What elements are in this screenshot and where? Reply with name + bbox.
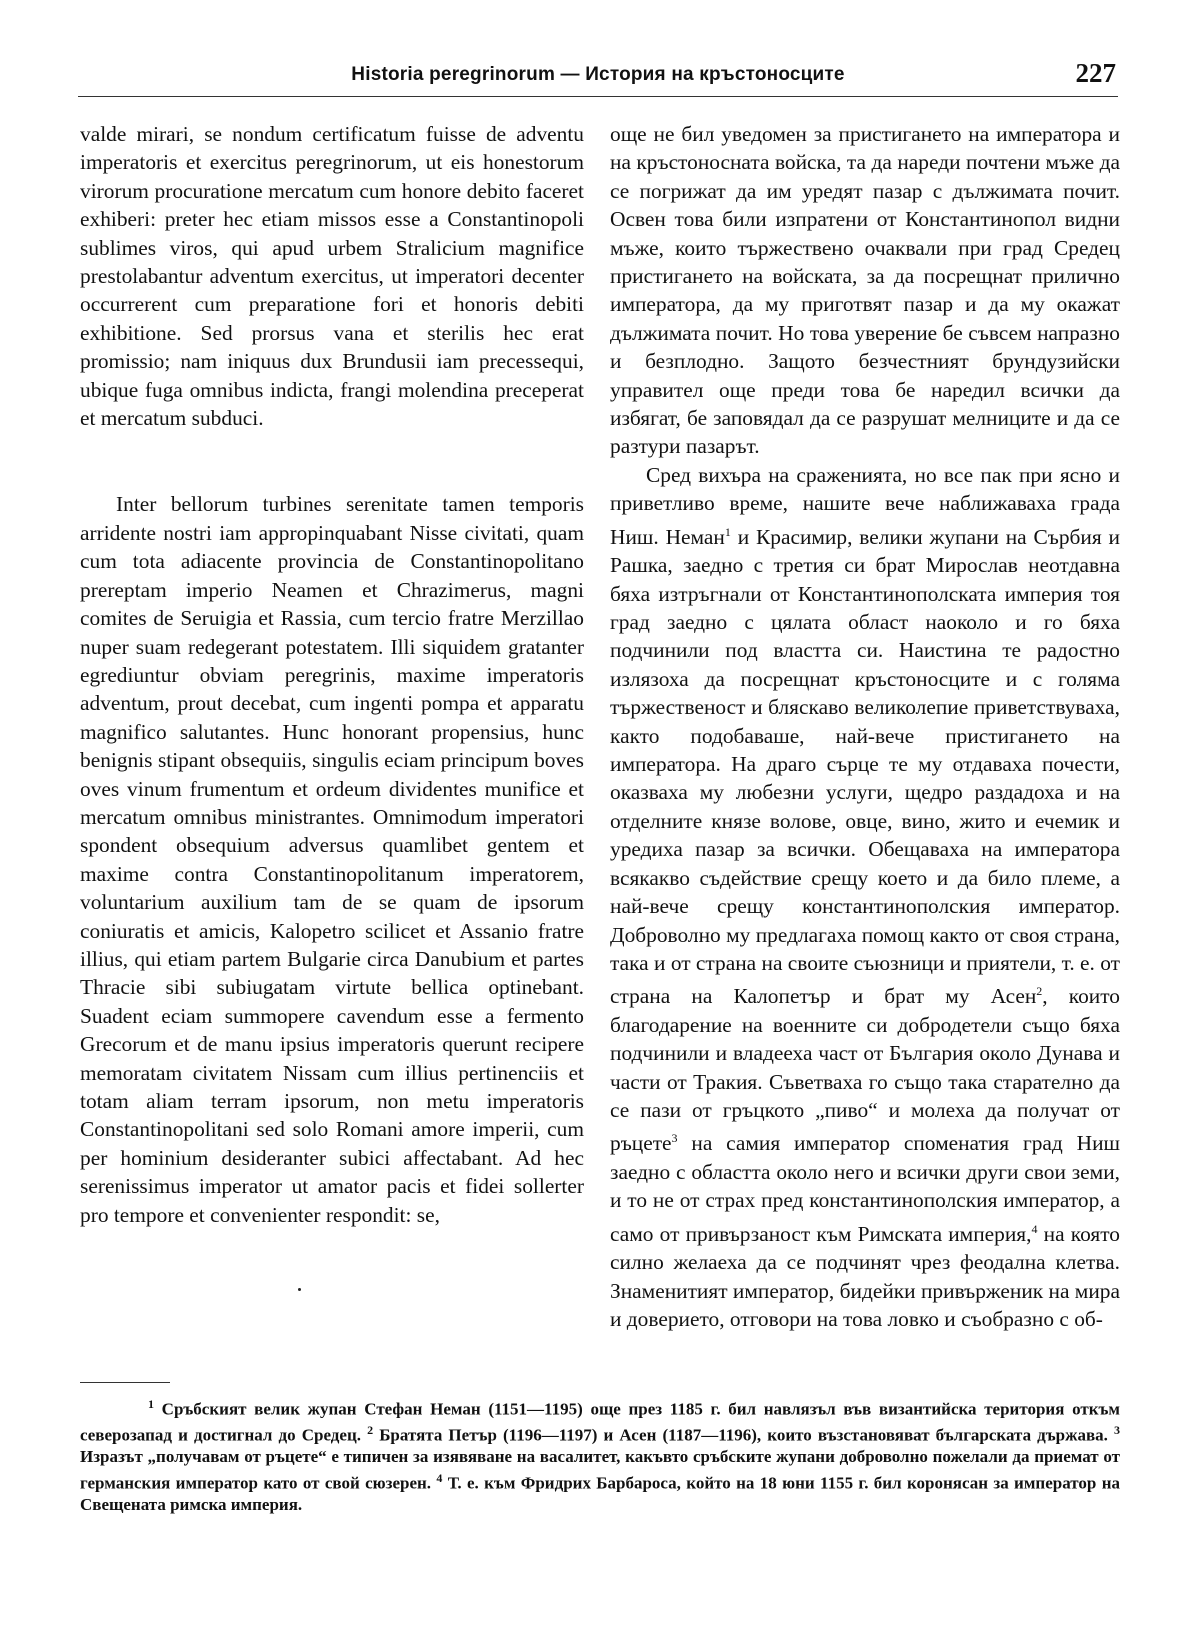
latin-paragraph-1: valde mirari, se nondum certificatum fuisse de adventu imperatoris et exercitus peregrinorum, ut eis honestorum virorum procuratione mercatum cum honore debito faceret exhiberi: preter hec etiam missos esse a Constantinopoli sublimes viros, qui apud urbem Stralicium magnifice prestolabantur adventum exercitus, ut imperatori decenter occurrerent cum preparatione fori et honoris debiti exhibitione. Sed prorsus vana et sterilis hec erat promissio; nam iniquus dux Brundusii iam precessequi, ubique fuga omnibus indicta, frangi molendina preceperat et mercatum subduci. bbox=[80, 122, 584, 431]
footnote-ref-2[interactable]: 2 bbox=[1036, 984, 1043, 999]
footnote-3: Изразът „получавам от ръцете“ е типичен за изявяване на васалитет, какъвто сръбските жупани доброволно пожелали да приемат от германския император като от свой сюзерен. bbox=[80, 1447, 1120, 1493]
latin-paragraph-2: Inter bellorum turbines serenitate tamen temporis arridente nostri iam appropinquabant Nisse civitati, quam cum tota adiacente provincia de Constantinopolitano prereptam imperio Neamen et Chrazimerus, magni comites de Seruigia et Rassia, cum tercio fratre Merzillao nuper suam redegerant potestatem. Illi siquidem gratanter egrediuntur obviam peregrinis, maxime imperatoris adventum, prout decebat, cum ingenti pompa et apparatu magnifico salutantes. Hunc honorant propensius, hunc benignis stipant obsequiis, singulis eciam principum boves oves vinum frumentum et ordeum dividentes munifice et mercatum omnibus ministrantes. Omnimodum imperatori spondent obsequium adversus quamlibet gentem et maxime contra Constantinopolitanum imperatorem, voluntarium auxilium tam de se quam de ipsorum coniuratis et amicis, Kalopetro scilicet et Assanio fratre illius, qui etiam partem Bulgarie circa Danubium et partes Thracie sibi subiugatam virtute bellica optinebant. Suadent eciam summopere cavendum esse a fermento Grecorum et de manu ipsius imperatoris querunt recipere memoratam civitatem Nissam cum illius pertinenciis et totam aliam terram ipsorum, non metu imperatoris Constantinopolitani sed solo Romani amore imperii, cum per hominium desideranter subici affectabant. Ad hec serenissimus imperator ut amator pacis et fidei sollerter pro tempore et convenienter respondit: se, bbox=[80, 492, 584, 1227]
footnote-number-1: 1 bbox=[148, 1397, 154, 1411]
footnote-divider bbox=[80, 1382, 170, 1383]
footnote-number-4: 4 bbox=[436, 1470, 443, 1485]
bulgarian-paragraph-1: още не бил уведомен за пристигането на императора и на кръстоносната войска, та да нареди почтени мъже да се погрижат да им уредят пазар с дължимата почит. Освен това били изпратени от Константинопол видни мъже, които тържествено очаквали при град Средец пристигането на войската, за да посрещнат прилично императора, да му приготвят пазар и да му окажат дължимата почит. Но това уверение бе съвсем напразно и безплодно. Защото безчестният брундузийски управител още преди това бе наредил всички да избягат, бе заповядал да се разрушат мелниците и да се разтури пазарът. bbox=[610, 122, 1120, 459]
ink-speck bbox=[298, 1288, 301, 1291]
page-header bbox=[78, 58, 1118, 97]
footnote-ref-4[interactable]: 4 bbox=[1031, 1221, 1038, 1236]
bulgarian-column bbox=[610, 120, 1120, 1334]
running-title: Historia peregrinorum — История на кръстоносците bbox=[351, 64, 845, 85]
footnotes-text bbox=[80, 1394, 1120, 1515]
footnote-4: Т. е. към Фридрих Барбароса, който на 18 юни 1155 г. бил коронясан за император на Свещената римска империя. bbox=[80, 1473, 1120, 1514]
footnote-number-3: 3 bbox=[1114, 1423, 1120, 1438]
footnote-1: Сръбският велик жупан Стефан Неман (1151—1195) още през 1185 г. бил навлязъл във византийска територия откъм северозапад и достигнал до Средец. bbox=[80, 1399, 1120, 1445]
footnote-ref-1[interactable]: 1 bbox=[724, 524, 731, 539]
page-number: 227 bbox=[1075, 58, 1116, 88]
footnote-ref-3[interactable]: 3 bbox=[671, 1131, 678, 1146]
text-run: и Красимир, велики жупани на Сърбия и Рашка, заедно с третия си брат Мирослав неотдавна бяха изтръгнали от Константинополската империя тоя град заедно с цялата област наоколо и го бяха подчинили под властта си. Наистина те радостно излязоха да посрещнат кръстоносците и с голяма тържественост и бляскаво великолепие приветствуваха, както подобаваше, най-вече пристигането на императора. На драго сърце те му отдаваха почести, оказваха му любезни услуги, щедро раздадоха и на отделните князе волове, овце, вино, жито и ечемик и уредиха пазар за всички. Обещаваха на императора всякакво съдействие срещу което и да било племе, а най-вече срещу константинополския император. Доброволно му предлагаха помощ както от своя страна, така и от страна на своите съюзници и приятели, т. е. от страна на Калопетър и брат му Асен bbox=[610, 524, 1120, 1009]
text-run: на която силно желаеха да се подчинят чрез феодална клетва. Знаменитият император, бидейки привърженик на мира и доверието, отговори на това ловко и съобразно с об- bbox=[610, 1221, 1120, 1332]
text-run: на самия император споменатия град Ниш заедно с областта около него и всички други свои земи, и то не от страх пред константинополския император, а само от привързаност към Римската империя, bbox=[610, 1131, 1120, 1246]
footnotes bbox=[80, 1394, 1120, 1515]
latin-column bbox=[80, 120, 584, 1229]
footnote-number-2: 2 bbox=[367, 1423, 374, 1438]
text-run: Сред вихъра на сраженията, но все пак при ясно и приветливо време, нашите вече наближаваха града Ниш. Неман bbox=[610, 462, 1120, 549]
text-run: , които благодарение на военните си добродетели също бяха подчинили и владееха част от България около Дунава и части от Тракия. Съветваха го също така старателно да се пази от гръцкото „пиво“ и молеха да получат от ръцете bbox=[610, 984, 1120, 1156]
bulgarian-paragraph-2 bbox=[610, 461, 1120, 1334]
footnote-2: Братята Петър (1196—1197) и Асен (1187—1196), които възстановяват българската държава. bbox=[373, 1425, 1114, 1445]
